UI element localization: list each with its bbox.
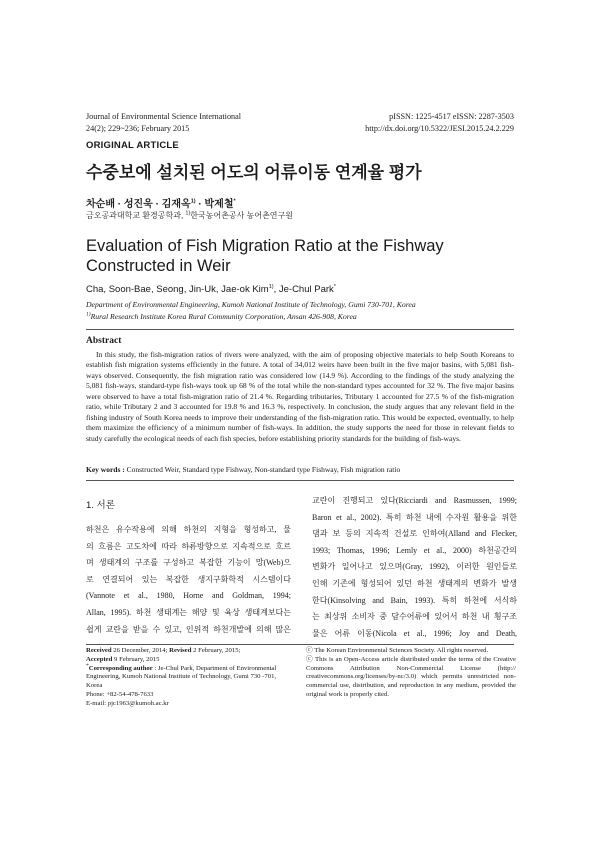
body-text-line: Baron et al., 2002). 특히 하천 내에 수자원 활용을 위한	[312, 512, 517, 522]
journal-name: Journal of Environmental Science International	[86, 112, 242, 121]
english-authors: Cha, Soon-Bae, Seong, Jin-Uk, Jae-ok Kim$^{1)}$, Je-Chul Park*	[86, 283, 336, 295]
english-title: Evaluation of Fish Migration Ratio at the Fishway Constructed in Weir	[86, 237, 444, 275]
affiliation-2: $^{1)}$Rural Research Institute Korea Rural Community Corporation, Ansan 426-908, Korea	[86, 310, 357, 321]
body-text-line: 교란이 진행되고 있다(Ricciardi and Rasmussen, 1999;	[312, 496, 517, 505]
body-text-line: 댐과 보 등의 지속적 건설로 인하여(Alland and Flecker,	[312, 529, 517, 539]
korean-affiliation: 금오공과대학교 환경공학과, $^{1)}$한국농어촌공사 농어촌연구원	[86, 210, 293, 220]
journal-identifiers	[300, 111, 514, 134]
abstract-divider	[86, 480, 514, 481]
body-text-line: 의 흐름은 고도차에 따라 하류방향으로 지속적으로 흐르	[86, 541, 291, 551]
email[interactable]: E-mail: pjc1963@kumoh.ac.kr	[86, 699, 169, 707]
left-column	[86, 522, 291, 638]
footer-divider	[86, 644, 514, 645]
dates: Received 26 December, 2014; Revised 2 February, 2015;	[86, 647, 241, 654]
journal-header	[86, 111, 336, 134]
abstract-heading: Abstract	[86, 336, 122, 346]
accepted-date: Accepted 9 February, 2015	[86, 655, 160, 663]
footer-license	[306, 647, 516, 700]
corresponding-author: *Corresponding author : Je-Chul Park, Department of Environmental Engineering, Kumoh National Institute of Technology, Gumi 730 -701, Korea	[86, 662, 277, 690]
license-notice: ⓒ This is an Open-Access article distributed under the terms of the Creative Commons Attribution Non-Commercial License (http:// creativecommons.org/licenses/by-nc/3.0) which permits unrestricted non-commercial use, distribution, and reproduction in any medium, provided the original work is properly cited.	[306, 655, 516, 698]
doi[interactable]: http://dx.doi.org/10.5322/JESI.2015.24.2.229	[365, 123, 514, 133]
body-text-line: 로 연결되어 있는 복잡한 생지구화학적 시스템이다	[86, 574, 291, 584]
keywords-label: Key words :	[86, 465, 127, 474]
abstract-text: In this study, the fish-migration ratios of rivers were analyzed, with the aim of proposing objective materials to help South Koreans to establish fish migration systems efficiently in the future. A total of 34,012 weirs have been built in the five major basins, with 5,081 fish-ways observed. Consequently, the fish migration ratio was considered low (14.9 %). According to the findings of the study analyzing the 5,081 fish-ways, standard-type fish-ways took up 68 % of the total while the non-standard types accounted for 32 %. The five major basins were observed to have a total fish-migration ratio of 21.4 %. Regarding tributaries, Tributary 1 accounted for 27.5 % of the fish-migration ratio, while Tributary 2 and 3 accounted for 19.8 % and 16.3 %, respectively. In conclusion, the study argues that any relevant field in the fishing industry of South Korea needs to improve their understanding of the fish-migration ratio. This would be expected, eventually, to help them maximize the efficiency of a minimum number of fish-ways. In addition, the study supports the need for those in relevant fields to study carefully the ecological needs of each fish species, before establishing priority standards for the building of fish-ways.	[86, 350, 514, 443]
body-text-line: Allan, 1995). 하천 생태계는 해양 및 육상 생태계보다는	[86, 607, 291, 617]
body-text-line: 는 최상위 소비자 중 담수어류에 있어서 하천 내 횡구조	[312, 612, 517, 622]
body-text-line: 물은 어류 이동(Nicola et al., 1996; Joy and Death,	[312, 628, 517, 638]
body-text-line: (Vannote et al., 1980, Horne and Goldman, 1994;	[86, 591, 291, 601]
copyright-notice: ⓒ The Korean Environmental Sciences Society. All rights reserved.	[306, 647, 489, 654]
body-text-line: 며 생태계의 구조를 구성하고 복잡한 기능이 망(Web)으	[86, 558, 291, 568]
english-affiliations	[86, 299, 526, 322]
korean-authors: 차순배 · 성진욱 · 김재옥$^{1)}$ · 박제철*	[86, 198, 236, 210]
journal-volume: 24(2); 229~236; February 2015	[86, 123, 190, 133]
section-heading: 1. 서론	[86, 500, 115, 511]
affiliation-1: Department of Environmental Engineering, Kumoh National Institute of Technology, Gumi 730-701, Korea	[86, 300, 416, 309]
footer-dates-corresponding	[86, 647, 291, 709]
right-column	[312, 493, 517, 642]
issn: pISSN: 1225-4517 eISSN: 2287-3503	[389, 112, 514, 121]
keywords-text: Constructed Weir, Standard type Fishway, Non-standard type Fishway, Fish migration ratio	[126, 465, 401, 474]
article-type: ORIGINAL ARTICLE	[86, 140, 179, 151]
body-text-line: 하천은 유수작용에 의해 하천의 지형을 형성하고, 물	[86, 525, 291, 534]
body-text-line: 1993; Thomas, 1996; Lemly et al., 2000) 하천공간의	[312, 545, 517, 555]
keywords	[86, 465, 526, 474]
body-text-line: 인해 기존에 형성되어 있던 하천 생태계의 변화가 발생	[312, 578, 517, 588]
korean-title: 수중보에 설치된 어도의 어류이동 연계율 평가	[86, 163, 422, 182]
phone: Phone: +82-54-478-7633	[86, 690, 154, 698]
body-text-line: 한다(Kinsolving and Bain, 1993). 특히 하천에 서식하	[312, 595, 517, 605]
title-divider	[86, 329, 514, 330]
body-text-line: 변화가 일어나고 있으며(Gray, 1992), 이러한 원인들로	[312, 562, 517, 572]
body-text-line: 쉽게 교란을 받을 수 있고, 인위적 하천개발에 의해 많은	[86, 624, 291, 634]
